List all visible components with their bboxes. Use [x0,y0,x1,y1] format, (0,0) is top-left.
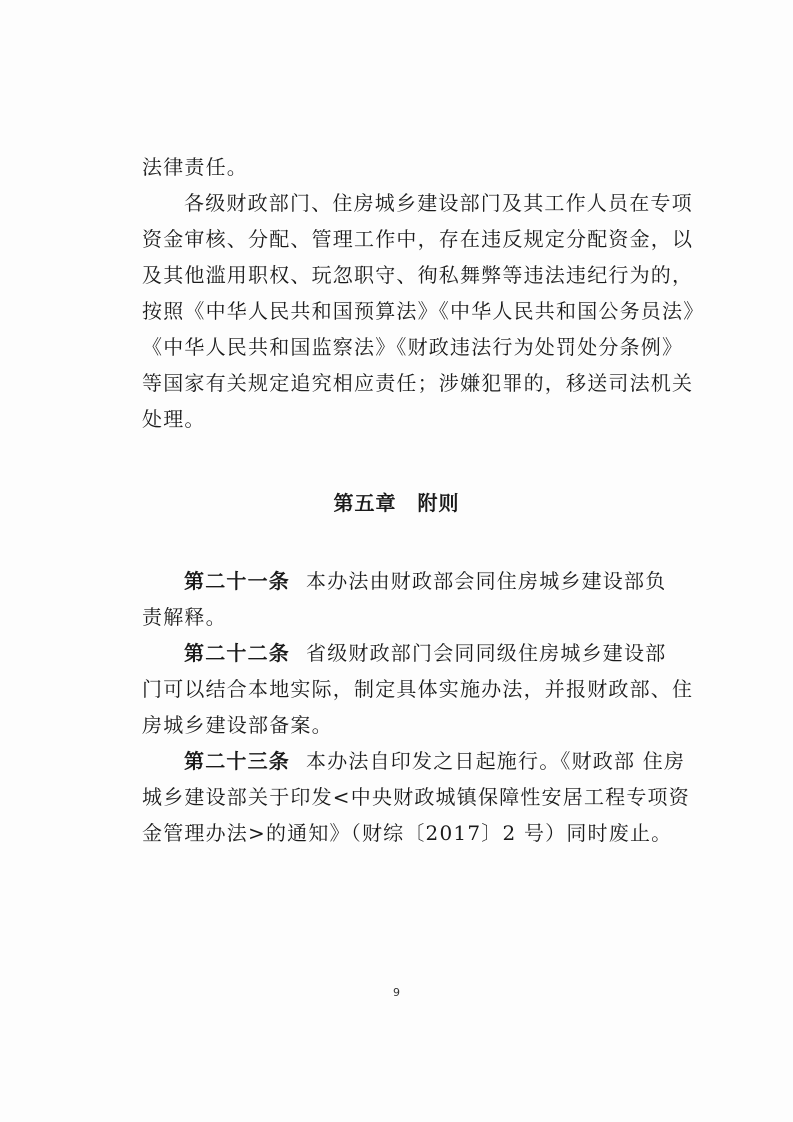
article-line [184,566,666,596]
article-text: 省级财政部门会同同级住房城乡建设部 [306,641,667,665]
article-line: 责解释。 [142,605,227,629]
article-line [184,746,685,776]
paragraph-line: 等国家有关规定追究相应责任；涉嫌犯罪的，移送司法机关 [142,371,694,395]
article-line: 城乡建设部关于印发<中央财政城镇保障性安居工程专项资 [142,785,690,809]
article-line: 门可以结合本地实际，制定具体实施办法，并报财政部、住 [142,677,694,701]
page-number: 9 [393,986,400,999]
paragraph-line: 法律责任。 [142,155,248,179]
article-label: 第二十三条 [184,749,290,773]
paragraph-line: 《中华人民共和国监察法》《财政违法行为处罚处分条例》 [142,335,684,359]
article-label: 第二十二条 [184,641,290,665]
chapter-heading: 第五章 附则 [333,491,460,515]
paragraph-line: 按照《中华人民共和国预算法》《中华人民共和国公务员法》 [142,299,705,323]
article-line: 金管理办法>的通知》（财综〔2017〕2 号）同时废止。 [142,821,673,845]
article-label: 第二十一条 [184,569,290,593]
article-line [184,638,666,668]
paragraph-line: 各级财政部门、住房城乡建设部门及其工作人员在专项 [184,191,693,215]
article-text: 本办法自印发之日起施行。《财政部 住房 [306,749,686,773]
paragraph-line: 处理。 [142,407,206,431]
paragraph-line: 资金审核、分配、管理工作中，存在违反规定分配资金，以 [142,227,694,251]
paragraph-line: 及其他滥用职权、玩忽职守、徇私舞弊等违法违纪行为的， [142,263,694,287]
article-line: 房城乡建设部备案。 [142,713,333,737]
article-text: 本办法由财政部会同住房城乡建设部负 [306,569,667,593]
